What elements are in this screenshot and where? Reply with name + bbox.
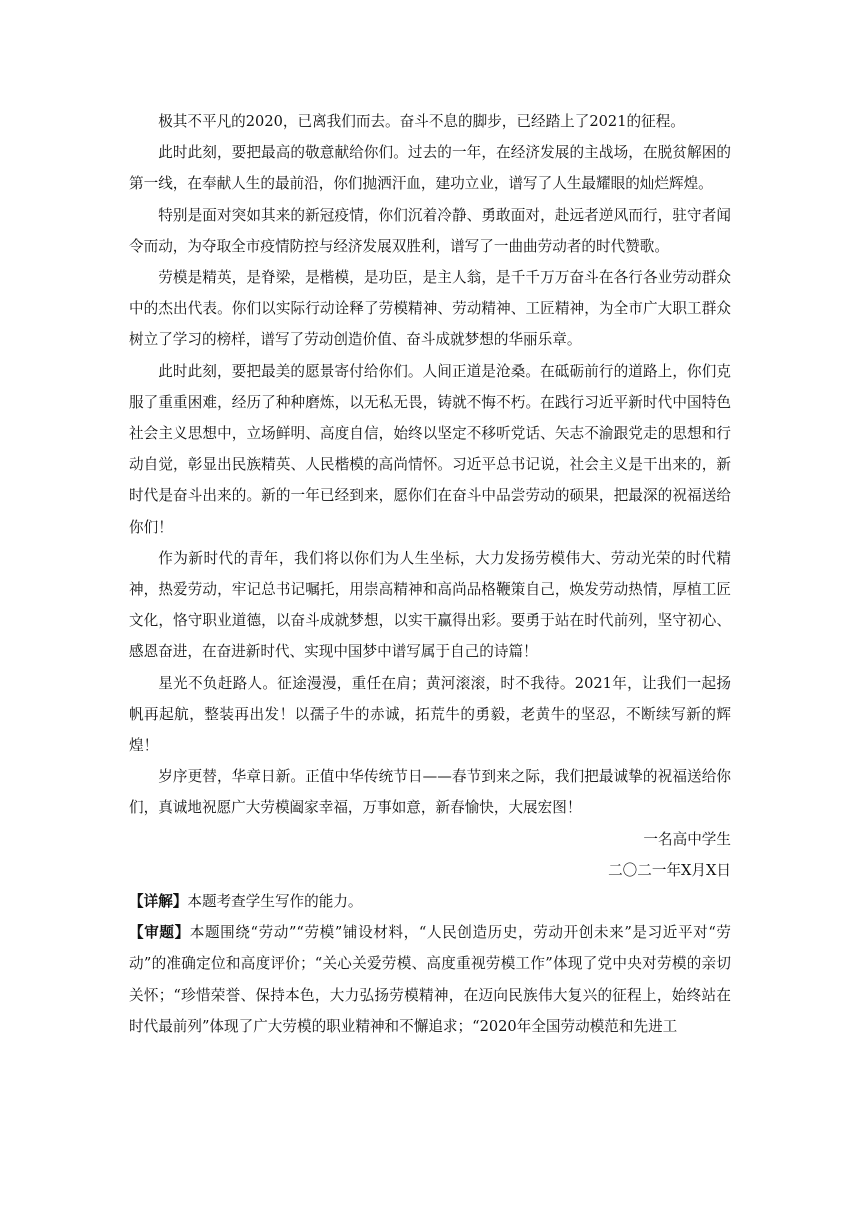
letter-paragraph-3: 特别是面对突如其来的新冠疫情，你们沉着冷静、勇敢面对，赴远者逆风而行，驻守者闻令而动，为夺取全市疫情防控与经济发展双胜利，谱写了一曲曲劳动者的时代赞歌。 (129, 206, 731, 255)
review-text: 本题围绕“劳动”“劳模”铺设材料，“人民创造历史，劳动开创未来”是习近平对“劳动”的准确定位和高度评价；“关心关爱劳模、高度重视劳模工作”体现了党中央对劳模的亲切关怀；“珍惜荣誉、保持本色，大力弘扬劳模精神，在迈向民族伟大复兴的征程上，始终站在时代最前列”体现了广大劳模的职业精神和不懈追求；“2020年全国劳动模范和先进工 (129, 924, 731, 1035)
review-tag: 【审题】 (129, 924, 190, 942)
letter-paragraph-4: 劳模是精英，是脊梁，是楷模，是功臣，是主人翁，是千千万万奋斗在各行各业劳动群众中的杰出代表。你们以实际行动诠释了劳模精神、劳动精神、工匠精神，为全市广大职工群众树立了学习的榜样，谱写了劳动创造价值、奋斗成就梦想的华丽乐章。 (129, 269, 731, 349)
letter-signature: 一名高中学生 (643, 830, 731, 848)
letter-paragraph-2: 此时此刻，要把最高的敬意献给你们。过去的一年，在经济发展的主战场，在脱贫解困的第一线，在奉献人生的最前沿，你们抛洒汗血，建功立业，谱写了人生最耀眼的灿烂辉煌。 (129, 144, 731, 193)
letter-paragraph-1: 极其不平凡的2020，已离我们而去。奋斗不息的脚步，已经踏上了2021的征程。 (158, 113, 685, 130)
letter-paragraph-5: 此时此刻，要把最美的愿景寄付给你们。人间正道是沧桑。在砥砺前行的道路上，你们克服了重重困难，经历了种种磨炼，以无私无畏，铸就不悔不朽。在践行习近平新时代中国特色社会主义思想中，立场鲜明、高度自信，始终以坚定不移听党话、矢志不渝跟党走的思想和行动自觉，彰显出民族精英、人民楷模的高尚情怀。习近平总书记说，社会主义是干出来的，新时代是奋斗出来的。新的一年已经到来，愿你们在奋斗中品尝劳动的硕果，把最深的祝福送给你们！ (129, 362, 731, 536)
document-body (129, 106, 731, 1042)
letter-paragraph-8: 岁序更替，华章日新。正值中华传统节日——春节到来之际，我们把最诚挚的祝福送给你们，真诚地祝愿广大劳模阖家幸福，万事如意，新春愉快，大展宏图！ (129, 768, 731, 817)
analysis-review (129, 917, 731, 1042)
letter-paragraph-7: 星光不负赶路人。征途漫漫，重任在肩；黄河滚滚，时不我待。2021年，让我们一起扬帆再起航，整装再出发！以孺子牛的赤诚，拓荒牛的勇毅，老黄牛的坚忍，不断续写新的辉煌！ (129, 674, 731, 755)
letter-date: 二〇二一年X月X日 (608, 861, 731, 879)
analysis-detail (129, 886, 731, 917)
detail-tag: 【详解】 (129, 893, 188, 911)
detail-text: 本题考查学生写作的能力。 (187, 893, 363, 911)
letter-paragraph-6: 作为新时代的青年，我们将以你们为人生坐标，大力发扬劳模伟大、劳动光荣的时代精神，热爱劳动，牢记总书记嘱托，用崇高精神和高尚品格鞭策自己，焕发劳动热情，厚植工匠文化，恪守职业道德，以奋斗成就梦想，以实干赢得出彩。要勇于站在时代前列，坚守初心、感恩奋进，在奋进新时代、实现中国梦中谱写属于自己的诗篇！ (129, 549, 731, 661)
